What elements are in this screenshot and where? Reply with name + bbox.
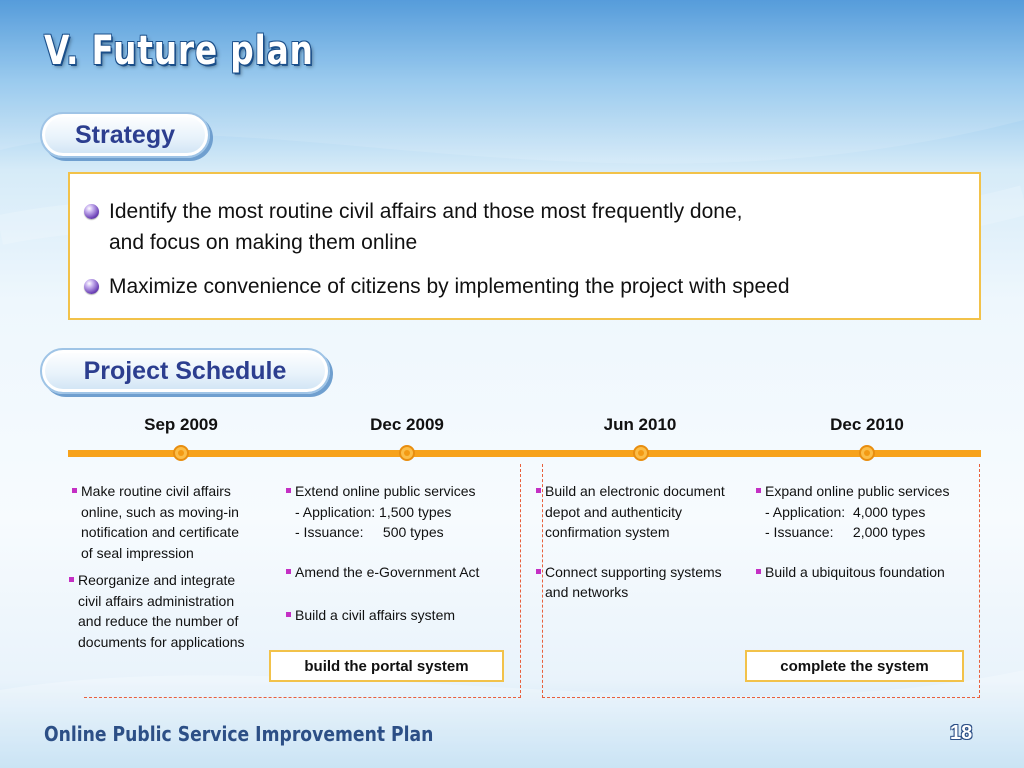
slide-title: V. Future plan: [44, 28, 314, 74]
schedule-section-label: Project Schedule: [40, 348, 330, 394]
item-line: Reorganize and integrate: [78, 572, 236, 588]
item-line: Build an electronic document: [545, 483, 725, 499]
bullet-orb-icon: [84, 279, 99, 294]
milestone-portal-system: build the portal system: [269, 650, 504, 682]
strategy-bullet-1-line2: and focus on making them online: [109, 231, 418, 254]
item-line: depot and authenticity: [545, 503, 682, 520]
strategy-bullet-1: [84, 196, 742, 258]
timeline-dot-1: [173, 445, 189, 461]
strategy-bullet-2-line1: Maximize convenience of citizens by implementing the project with speed: [109, 275, 790, 298]
schedule-item: [756, 481, 949, 543]
item-line: Connect supporting systems: [545, 563, 722, 580]
item-line: Build a ubiquitous foundation: [765, 563, 945, 580]
schedule-item: [536, 481, 725, 543]
item-line: confirmation system: [545, 524, 670, 540]
item-line: Make routine civil affairs: [81, 483, 231, 499]
schedule-item: [536, 562, 725, 603]
item-line: notification and certificate: [81, 524, 239, 540]
schedule-item: [286, 605, 479, 626]
item-line: - Application: 4,000 types: [765, 503, 926, 520]
item-line: and reduce the number of: [78, 613, 239, 629]
item-line: civil affairs administration: [78, 592, 235, 609]
schedule-col-dec-2009: [286, 481, 479, 626]
bullet-square-icon: [536, 488, 541, 493]
bullet-square-icon: [756, 488, 761, 493]
bullet-square-icon: [72, 488, 77, 493]
schedule-item: [286, 562, 479, 583]
bullet-square-icon: [286, 612, 291, 617]
date-dec-2009: Dec 2009: [370, 415, 444, 434]
page-number: 18: [950, 722, 973, 744]
date-sep-2009: Sep 2009: [144, 415, 218, 434]
timeline-dot-3: [633, 445, 649, 461]
strategy-section-label: Strategy: [40, 112, 210, 158]
item-line: and networks: [545, 584, 629, 600]
item-line: online, such as moving-in: [81, 503, 239, 520]
item-line: - Application: 1,500 types: [295, 503, 452, 520]
item-line: of seal impression: [81, 544, 194, 561]
schedule-item: [756, 562, 949, 583]
bullet-square-icon: [286, 569, 291, 574]
item-line: Expand online public services: [765, 483, 950, 499]
timeline-dot-4: [859, 445, 875, 461]
bullet-square-icon: [756, 569, 761, 574]
date-jun-2010: Jun 2010: [603, 415, 677, 434]
date-dec-2010: Dec 2010: [830, 415, 904, 434]
schedule-col-jun-2010: [536, 481, 725, 603]
item-line: Build a civil affairs system: [295, 607, 456, 623]
timeline-bar: [68, 450, 981, 457]
footer-title: Online Public Service Improvement Plan: [44, 722, 434, 746]
milestone-complete-system: complete the system: [745, 650, 964, 682]
item-line: Extend online public services: [295, 483, 476, 499]
item-line: documents for applications: [78, 633, 245, 650]
item-line: - Issuance: 500 types: [295, 524, 444, 540]
item-line: - Issuance: 2,000 types: [765, 524, 926, 540]
schedule-item: [69, 570, 245, 652]
schedule-col-sep-2009-b: [69, 570, 245, 652]
strategy-bullet-2: [84, 271, 790, 302]
strategy-bullet-1-line1: Identify the most routine civil affairs and those most frequently done,: [109, 200, 743, 223]
schedule-col-sep-2009: [72, 481, 239, 563]
item-line: Amend the e-Government Act: [295, 563, 480, 580]
bullet-square-icon: [536, 569, 541, 574]
bullet-square-icon: [69, 577, 74, 582]
bullet-square-icon: [286, 488, 291, 493]
schedule-col-dec-2010: [756, 481, 949, 582]
bullet-orb-icon: [84, 204, 99, 219]
schedule-item: [72, 481, 239, 563]
strategy-box: [68, 172, 981, 320]
schedule-item: [286, 481, 479, 543]
timeline-dot-2: [399, 445, 415, 461]
